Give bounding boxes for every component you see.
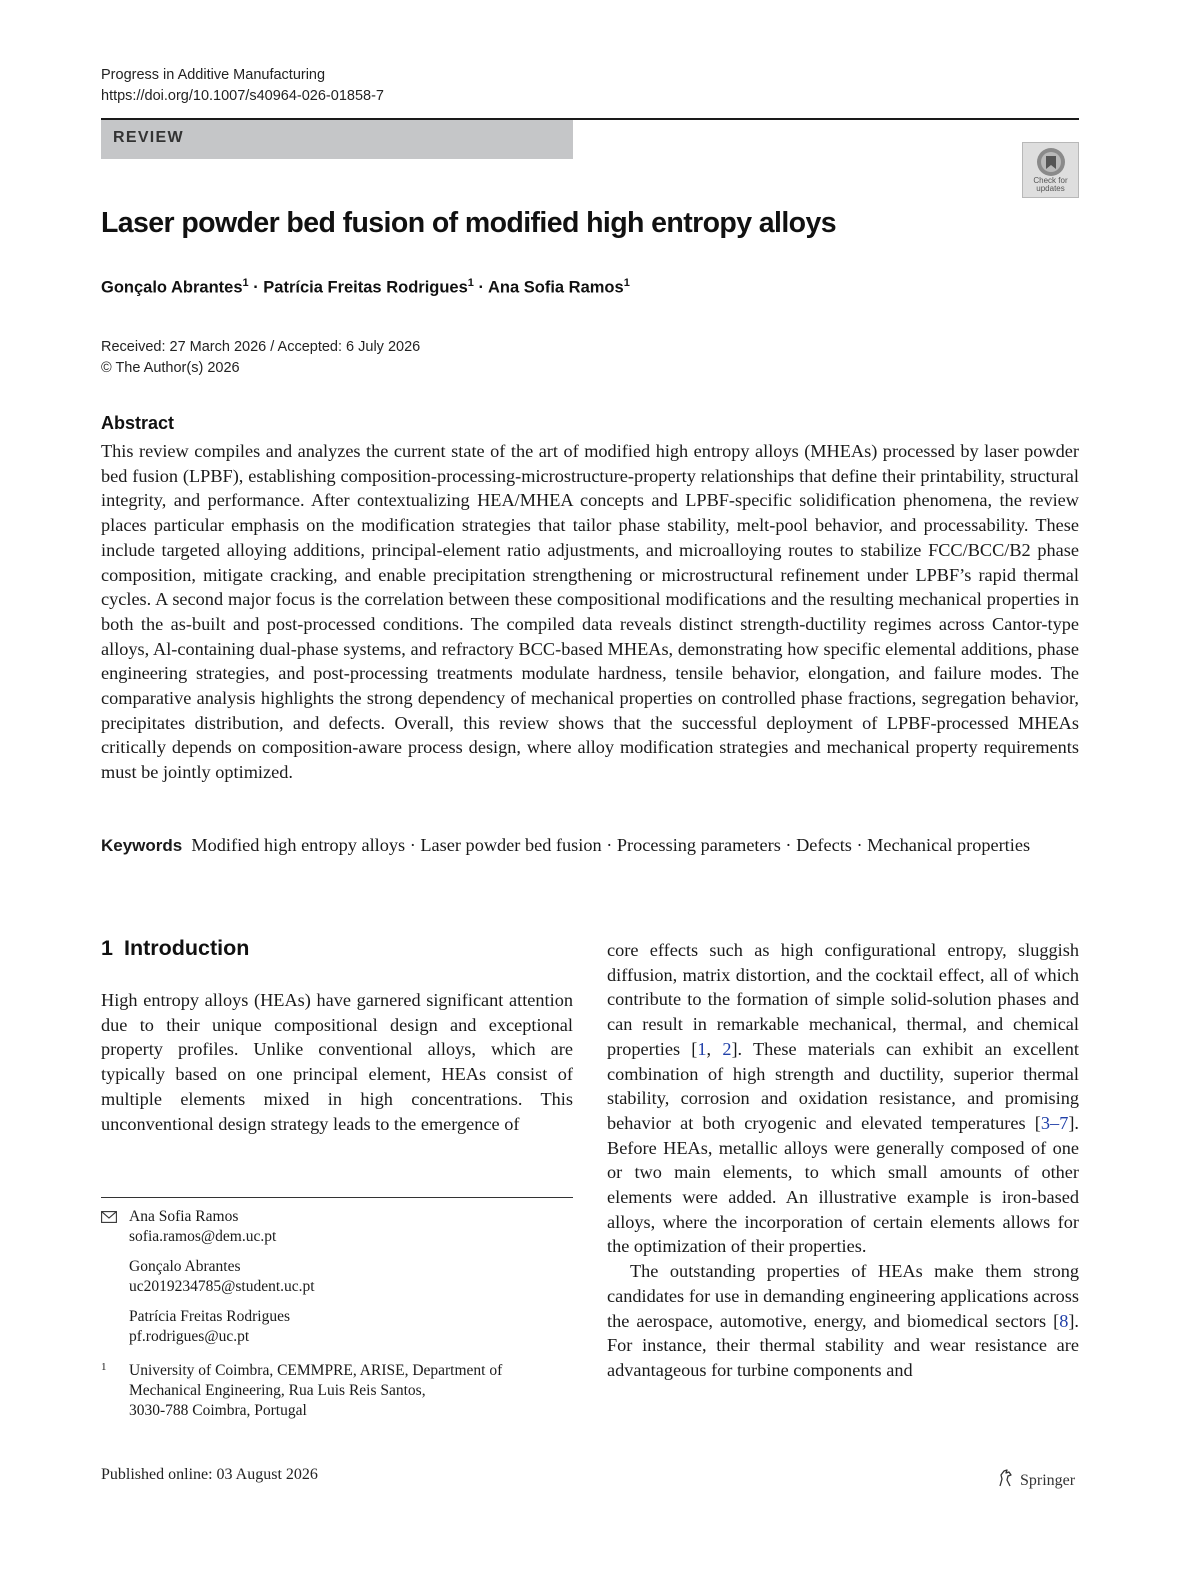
contact-entry xyxy=(101,1307,573,1347)
author-name[interactable]: Ana Sofia Ramos xyxy=(487,278,624,297)
publisher-logo xyxy=(996,1468,1075,1490)
affiliation-line: Mechanical Engineering, Rua Luis Reis Santos, xyxy=(129,1382,426,1399)
keyword-separator: · xyxy=(851,835,868,855)
section-heading-introduction xyxy=(101,936,249,961)
footnote-rule xyxy=(101,1197,573,1198)
intro-right-column xyxy=(607,938,1079,1383)
abstract-heading: Abstract xyxy=(101,413,175,433)
copyright-line: © The Author(s) 2026 xyxy=(101,360,240,376)
section-number: 1 xyxy=(101,936,113,960)
received-accepted-dates: Received: 27 March 2026 / Accepted: 6 July 2026 xyxy=(101,339,421,355)
keywords-section xyxy=(101,833,1079,859)
check-for-updates-badge[interactable] xyxy=(1022,142,1079,198)
affiliation-line: 3030-788 Coimbra, Portugal xyxy=(129,1402,307,1419)
keyword: Modified high entropy alloys xyxy=(191,835,406,855)
author-list xyxy=(101,277,630,298)
text-run: ]. Before HEAs, metallic alloys were generally composed of one or two main elements, to which small amounts of other elements were added. An illustrative example is iron-based alloys, where the incorporation of certain elements allows for the optimization of their properties. xyxy=(607,1112,1079,1257)
author-name[interactable]: Gonçalo Abrantes xyxy=(101,278,243,297)
article-type-label: REVIEW xyxy=(113,129,184,146)
doi-link[interactable]: https://doi.org/10.1007/s40964-026-01858-7 xyxy=(101,88,384,104)
published-online-date: Published online: 03 August 2026 xyxy=(101,1466,318,1483)
envelope-icon xyxy=(101,1209,117,1229)
affiliation-number: 1 xyxy=(101,1361,107,1373)
contact-entry xyxy=(101,1207,573,1247)
check-for-updates-icon xyxy=(1036,147,1066,177)
keyword: Mechanical properties xyxy=(867,835,1031,855)
citation-link[interactable]: 1 xyxy=(697,1038,707,1059)
keyword: Defects xyxy=(796,835,852,855)
affiliation-marker: 1 xyxy=(242,277,249,289)
author-separator: · xyxy=(473,278,488,297)
intro-paragraph: High entropy alloys (HEAs) have garnered significant attention due to their unique compositional design and exceptional property profiles. Unlike conventional alloys, which are typically based on one principal element, HEAs consist of multiple elements mixed in high concentrations. This unconventional design strategy leads to the emergence of xyxy=(101,990,573,1134)
intro-left-column xyxy=(101,988,573,1136)
contact-email[interactable]: pf.rodrigues@uc.pt xyxy=(129,1328,250,1345)
section-title: Introduction xyxy=(123,936,250,960)
paper-title: Laser powder bed fusion of modified high entropy alloys xyxy=(101,207,836,239)
contact-email[interactable]: sofia.ramos@dem.uc.pt xyxy=(129,1228,277,1245)
keyword: Laser powder bed fusion xyxy=(420,835,602,855)
text-run: The outstanding properties of HEAs make them strong candidates for use in demanding engineering applications across the aerospace, automotive, energy, and biomedical sectors [ xyxy=(607,1261,1079,1331)
affiliation-line: University of Coimbra, CEMMPRE, ARISE, Department of xyxy=(129,1362,503,1379)
contact-name: Patrícia Freitas Rodrigues xyxy=(129,1308,290,1325)
contact-email[interactable]: uc2019234785@student.uc.pt xyxy=(129,1278,315,1295)
text-run: , xyxy=(706,1038,723,1059)
keyword-separator: · xyxy=(405,835,421,855)
abstract-text: This review compiles and analyzes the current state of the art of modified high entropy alloys (MHEAs) processed by laser powder bed fusion (LPBF), establishing composition-processing-microstructure-property relationships that define their printability, structural integrity, and performance. After contextualizing HEA/MHEA concepts and LPBF-specific solidification phenomena, the review places particular emphasis on the modification strategies that tailor phase stability, melt-pool behavior, and processability. These include targeted alloying additions, principal-element ratio adjustments, and microalloying routes to stabilize FCC/BCC/B2 phase composition, mitigate cracking, and enable precipitation strengthening or microstructural refinement under LPBF’s rapid thermal cycles. A second major focus is the correlation between these compositional modifications and the resulting mechanical properties in both the as-built and post-processed conditions. The compiled data reveals distinct strength-ductility regimes across Cantor-type alloys, Al-containing dual-phase systems, and refractory BCC-based MHEAs, demonstrating how specific elemental additions, phase engineering strategies, and post-processing treatments modulate hardness, tensile behavior, elongation, and failure modes. The comparative analysis highlights the strong dependency of mechanical properties on controlled phase fractions, segregation behavior, precipitates distribution, and defects. Overall, this review shows that the successful deployment of LPBF-processed MHEAs critically depends on composition-aware process design, where alloy modification strategies and mechanical property requirements must be jointly optimized. xyxy=(101,441,1079,783)
text-run: core effects such as high configurational entropy, sluggish diffusion, matrix distortion, and the cocktail effect, all of which contribute to the formation of simple solid-solution phases and can result in remarkable mechanical, thermal, and chemical properties [ xyxy=(607,940,1079,1059)
contact-name: Gonçalo Abrantes xyxy=(129,1258,241,1275)
citation-link[interactable]: 2 xyxy=(722,1038,732,1059)
affiliation-entry xyxy=(101,1361,573,1421)
correspondence-footnote xyxy=(101,1207,573,1421)
contact-name: Ana Sofia Ramos xyxy=(129,1208,239,1225)
text-run: ]. For instance, their thermal stability and wear resistance are advantageous for turbine components and xyxy=(607,1310,1079,1380)
affiliation-marker: 1 xyxy=(467,277,474,289)
contact-entry xyxy=(101,1257,573,1297)
text-run: ]. These materials can exhibit an excellent combination of high strength and ductility, superior thermal stability, corrosion and oxidation resistance, and promising behavior at both cryogenic and elevated temperatures [ xyxy=(607,1038,1079,1133)
citation-link[interactable]: 3–7 xyxy=(1040,1112,1069,1133)
publisher-name: Springer xyxy=(1020,1472,1076,1489)
keywords-label: Keywords xyxy=(101,836,183,855)
keyword-separator: · xyxy=(780,835,797,855)
check-for-updates-line2: updates xyxy=(1036,184,1065,193)
keyword: Processing parameters xyxy=(616,835,781,855)
article-dates xyxy=(101,337,420,379)
author-name[interactable]: Patrícia Freitas Rodrigues xyxy=(263,278,468,297)
keyword-separator: · xyxy=(601,835,617,855)
journal-header xyxy=(101,65,384,107)
intro-paragraph xyxy=(607,1259,1079,1383)
author-separator: · xyxy=(248,278,264,297)
affiliation-marker: 1 xyxy=(623,277,630,289)
check-for-updates-line1: Check for xyxy=(1033,176,1068,185)
journal-name: Progress in Additive Manufacturing xyxy=(101,67,326,83)
springer-horse-icon xyxy=(996,1468,1016,1488)
citation-link[interactable]: 8 xyxy=(1059,1310,1069,1331)
intro-paragraph xyxy=(607,938,1079,1259)
